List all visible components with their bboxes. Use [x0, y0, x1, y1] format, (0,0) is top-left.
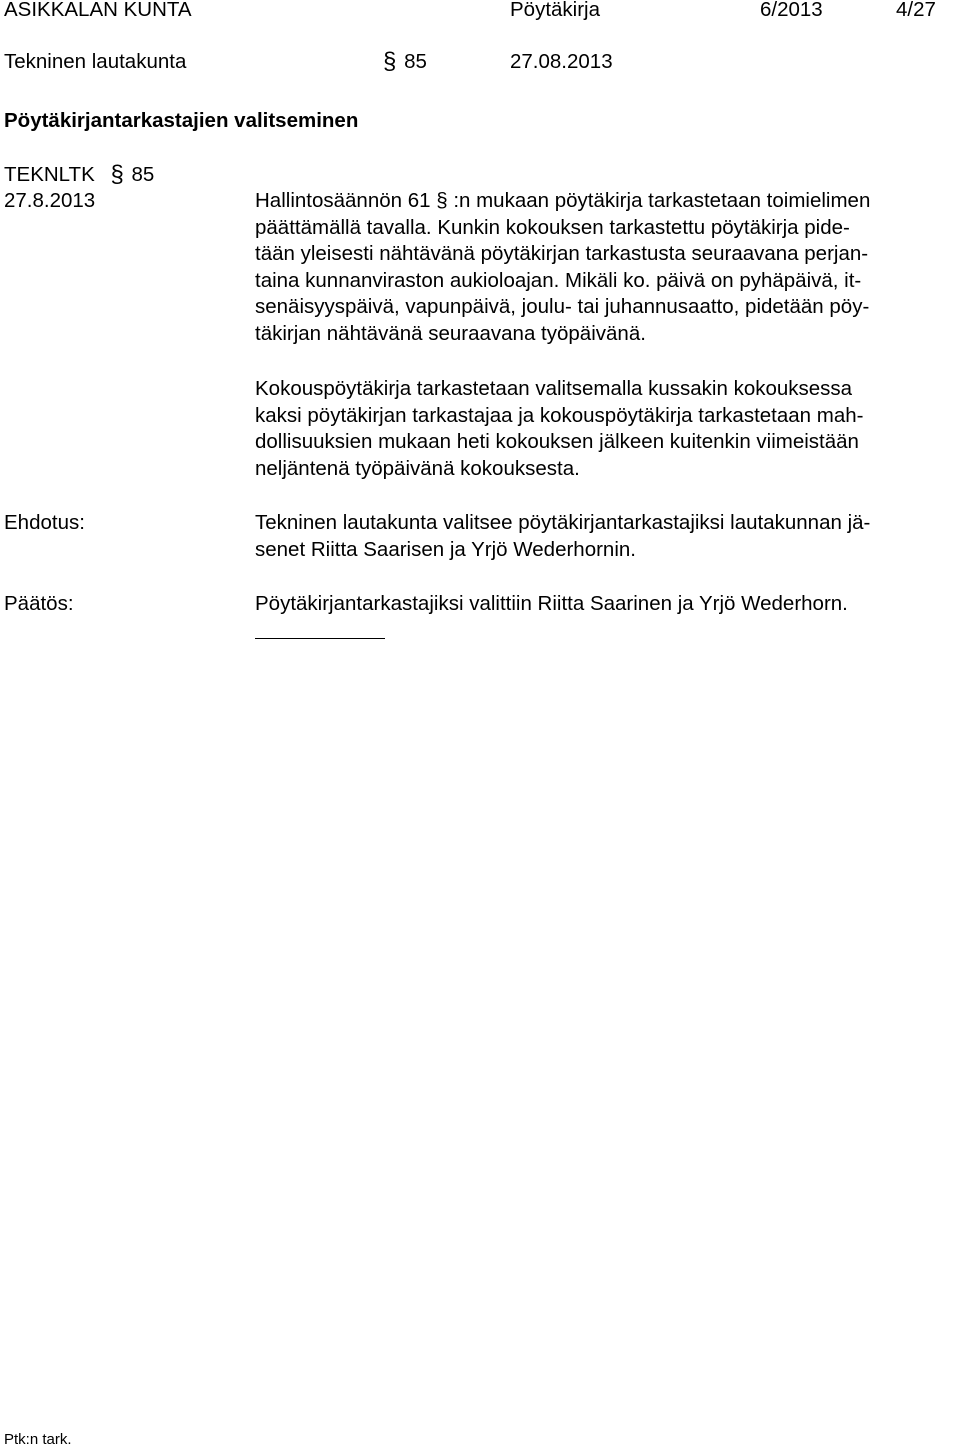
page-title: Pöytäkirjantarkastajien valitseminen [4, 109, 359, 132]
page-number: 4/27 [896, 0, 936, 21]
section-number: 85 [404, 50, 427, 73]
header-section [383, 49, 427, 75]
proposal-label: Ehdotus: [4, 511, 85, 534]
ref-section-number: 85 [131, 163, 155, 186]
ref-board-section [4, 162, 154, 188]
paragraph-line: täkirjan nähtävänä seuraavana työpäivänä. [255, 321, 646, 345]
paragraph-line: kaksi pöytäkirjan tarkastajaa ja kokouspöytäkirja tarkastetaan mah- [255, 403, 864, 427]
board-name: Tekninen lautakunta [4, 50, 187, 73]
paragraph-line: senet Riitta Saarisen ja Yrjö Wederhornin. [255, 537, 636, 561]
paragraph-line: päättämällä tavalla. Kunkin kokouksen tarkastettu pöytäkirja pide- [255, 215, 850, 239]
paragraph-line: dollisuuksien mukaan heti kokouksen jälkeen kuitenkin viimeistään [255, 430, 859, 454]
paragraph-line: Kokouspöytäkirja tarkastetaan valitsemalla kussakin kokouksessa [255, 377, 853, 400]
paragraph-1 [255, 188, 955, 348]
proposal-text [255, 510, 955, 563]
footer-label: Ptk:n tark. [4, 1431, 72, 1448]
paragraph-line: Pöytäkirjantarkastajiksi valittiin Riitta Saarinen ja Yrjö Wederhorn. [255, 592, 848, 615]
meeting-date: 27.08.2013 [510, 50, 613, 73]
paragraph-2 [255, 376, 955, 482]
paragraph-line: taina kunnanviraston aukioloajan. Mikäli ko. päivä on pyhäpäivä, it- [255, 268, 862, 292]
decision-label: Päätös: [4, 592, 74, 615]
end-rule [255, 638, 385, 639]
ref-date: 27.8.2013 [4, 189, 96, 212]
doc-type: Pöytäkirja [510, 0, 601, 21]
paragraph-line: neljäntenä työpäivänä kokouksesta. [255, 456, 580, 480]
section-symbol: § [383, 48, 397, 75]
paragraph-line: tään yleisesti nähtävänä pöytäkirjan tarkastusta seuraavana perjan- [255, 242, 869, 266]
ref-section-symbol: § [110, 161, 124, 188]
paragraph-line: senäisyyspäivä, vapunpäivä, joulu- tai juhannusaatto, pidetään pöy- [255, 295, 870, 319]
paragraph-line: Hallintosäännön 61 § :n mukaan pöytäkirja tarkastetaan toimielimen [255, 189, 871, 212]
org-name: ASIKKALAN KUNTA [4, 0, 192, 21]
ref-board-abbr: TEKNLTK [4, 163, 95, 186]
decision-text [255, 591, 955, 618]
paragraph-line: Tekninen lautakunta valitsee pöytäkirjantarkastajiksi lautakunnan jä- [255, 511, 871, 534]
doc-number: 6/2013 [760, 0, 823, 21]
